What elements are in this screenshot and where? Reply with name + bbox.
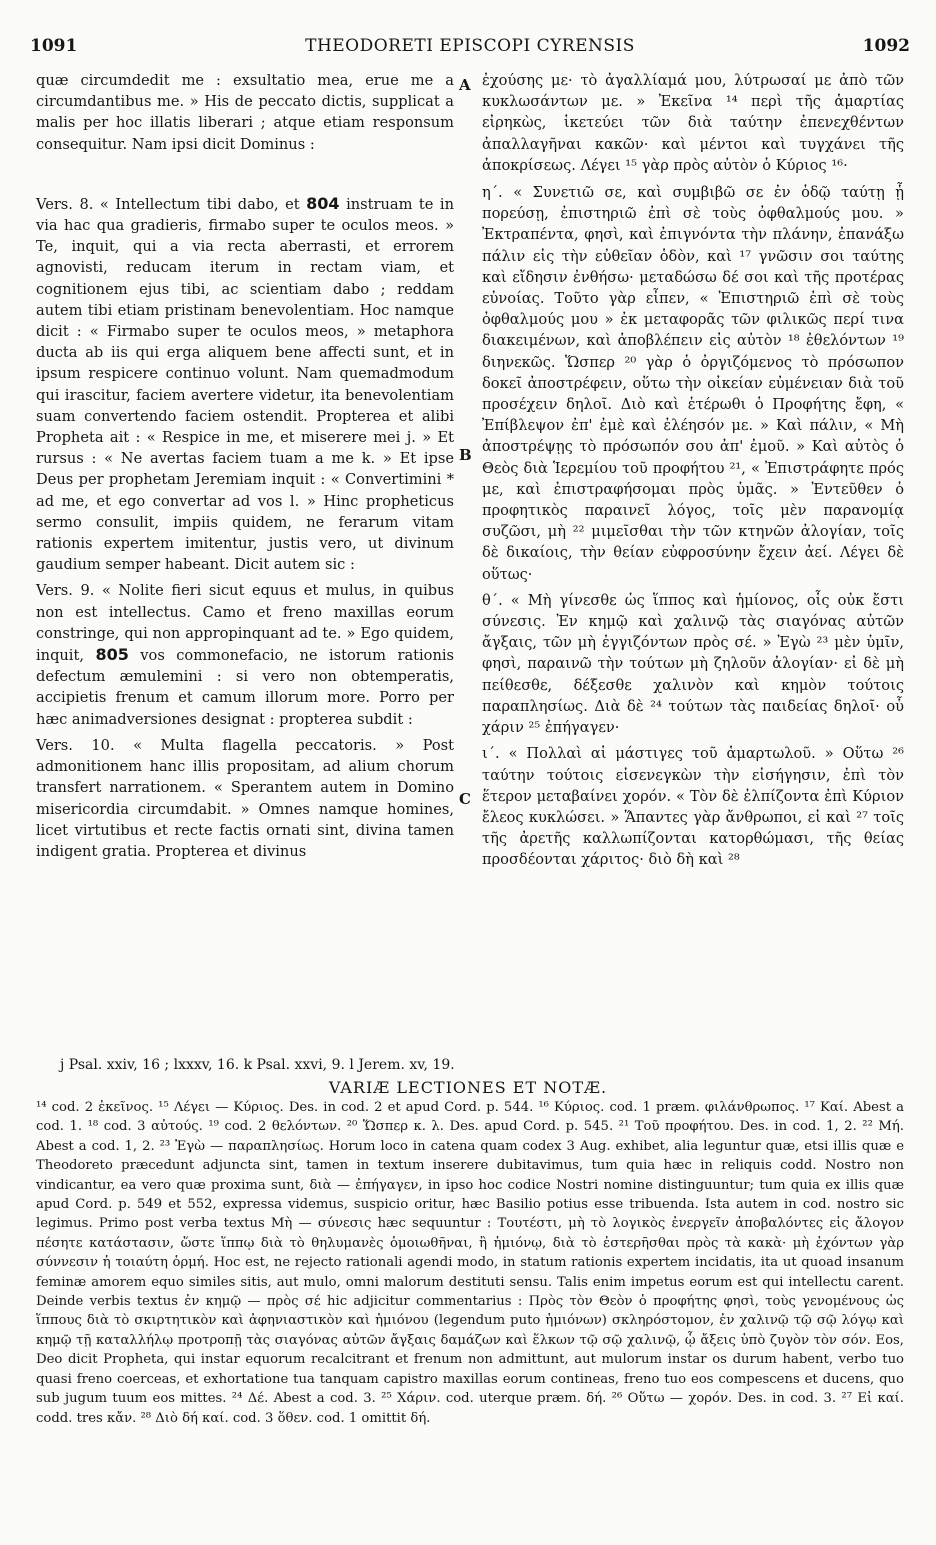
spacer <box>36 155 454 193</box>
column-number: 805 <box>95 645 129 665</box>
latin-verse-10 <box>36 735 454 862</box>
verse-label: Vers. 10. <box>36 736 115 754</box>
greek-column <box>482 70 904 871</box>
greek-verse-9: θ΄. « Μὴ γίνεσθε ὡς ἵππος καὶ ἡμίονος, οἷς οὐκ ἔστι σύνεσις. Ἐν κημῷ καὶ χαλινῷ τὰς σιαγόνας αὐτῶν ἄγξαις, τῶν μὴ ἐγγιζόντων πρὸς σέ. » Ἐγὼ ²³ μὲν ὑμῖν, φησὶ, παραινῶ τὴν τούτων μὴ ζηλοῦν ἀλογίαν· εἰ δὲ μὴ πείθεσθε, δέξεσθε χαλινὸν καὶ κημὸν τούτοις παραπλησίως. Διὰ δὲ ²⁴ τούτων τὰς παιδείας δηλοῖ· οὗ χάριν ²⁵ ἐπήγαγεν· <box>482 591 904 737</box>
section-marker-a: A <box>459 76 471 94</box>
verse-label: Vers. 8. <box>36 195 94 213</box>
variae-heading: VARIÆ LECTIONES ET NOTÆ. <box>328 1078 608 1097</box>
section-marker-b: B <box>459 446 472 464</box>
page-header <box>30 36 910 64</box>
page-number-right: 1092 <box>862 36 910 56</box>
latin-verse-9 <box>36 580 454 729</box>
greek-verse-10: ι΄. « Πολλαὶ αἱ μάστιγες τοῦ ἁμαρτωλοῦ. » Οὕτω ²⁶ ταύτην τούτοις εἰσενεγκὼν τὴν εἰσήγησιν, ἐπὶ τὸν ἕτερον μεταβαίνει χορόν. « Τὸν δὲ ἐλπίζοντα ἐπὶ Κύριον ἔλεος κυκλώσει. » Ἅπαντες γὰρ ἄνθρωποι, εἰ καὶ ²⁷ τοῖς τῆς ἀρετῆς καλλωπίζονται κατορθώμασι, τῆς θείας προσδέονται χάριτος· διὸ δὴ καὶ ²⁸ <box>482 745 904 869</box>
verse-text: « Nolite fieri sicut equus et mulus, in quibus non est intellectus. Camo et freno maxillas eorum constringe, qui non appropinquant ad te. » Ego quidem, inquit, <box>36 582 454 665</box>
greek-verse-8: η΄. « Συνετιῶ σε, καὶ συμβιβῶ σε ἐν ὁδῷ ταύτῃ ᾗ πορεύσῃ, ἐπιστηριῶ ἐπὶ σὲ τοὺς ὀφθαλμούς μου. » Ἐκτραπέντα, φησὶ, καὶ ἐπιγνόντα τὴν πλάνην, ἐπανάξω πάλιν εἰς τὴν εὐθεῖαν ὁδὸν, καὶ ¹⁷ γνῶσιν σοι ταύτης καὶ εἴδησιν ἐνθήσω· μεταδώσω δέ σοι καὶ τῆς προτέρας εὐνοίας. Τοῦτο γὰρ εἶπεν, « Ἐπιστηριῶ ἐπὶ σὲ τοὺς ὀφθαλμούς μου » ἐκ μεταφορᾶς τῶν φιλικῶς περί τινα διακειμένων, καὶ ἀποβλέπειν εἰς αὐτὸν ¹⁸ ἐθελόντων ¹⁹ διηνεκῶς. Ὥσπερ ²⁰ γὰρ ὁ ὀργιζόμενος τὸ πρόσωπον δοκεῖ ἀποστρέφειν, οὕτω τὴν οἰκείαν εὐμένειαν διὰ τοῦ προσέχειν δηλοῖ. Διὸ καὶ ἑτέρωθι ὁ Προφήτης ἔφη, « Ἐπίβλεψον ἐπ' ἐμὲ καὶ ἐλέησόν με. » Καὶ πάλιν, « Μὴ ἀποστρέψῃς τὸ πρόσωπόν σου ἀπ' ἐμοῦ. » Καὶ αὐτὸς ὁ Θεὸς διὰ Ἱερεμίου τοῦ προφήτου ²¹, « Ἐπιστράφητε πρός με, καὶ ἐπιστραφήσομαι πρὸς ὑμᾶς. » Ἐντεῦθεν ὁ προφητικὸς παραινεῖ λόγος, τοῖς μὲν παρανομίᾳ συζῶσι, μὴ ²² μιμεῖσθαι τὴν τῶν κτηνῶν ἀλογίαν, τοῖς δὲ δικαίοις, τὴν θείαν εὐφροσύνην ἔχειν ἀεί. Λέγει δὲ οὕτως· <box>482 184 904 583</box>
latin-intro: quæ circumdedit me : exsultatio mea, erue me a circumdantibus me. » His de peccato dictis, supplicat a malis per hoc illatis liberari ; atque etiam responsum consequitur. Nam ipsi dicit Dominus : <box>36 72 454 153</box>
greek-intro: ἐχούσης με· τὸ ἀγαλλίαμά μου, λύτρωσαί με ἀπὸ τῶν κυκλωσάντων με. » Ἐκεῖνα ¹⁴ περὶ τῆς ἁμαρτίας εἰρηκὼς, ἱκετεύει τῶν διὰ ταύτην ἐπενεχθέντων ἀπαλλαγῆναι κακῶν· καὶ μέντοι καὶ τυγχάνει τῆς ἀποκρίσεως. Λέγει ¹⁵ γὰρ πρὸς αὐτὸν ὁ Κύριος ¹⁶· <box>482 72 904 174</box>
section-marker-c: C <box>459 790 471 808</box>
verse-label: Vers. 9. <box>36 582 95 600</box>
verse-text: « Intellectum tibi dabo, et <box>99 195 300 213</box>
column-number: 804 <box>306 193 340 213</box>
verse-text: instruam te in via hac qua gradieris, firmabo super te oculos meos. » Te, inquit, qui a via recta aberrasti, et errorem agnovisti, reducam iterum in rectam viam, et cognitionem ejus tibi, ac scientiam dabo ; reddam autem tibi etiam pristinam benevolentiam. Hoc namque dicit : « Firmabo super te oculos meos, » metaphora ducta ab iis qui erga aliquem bene affecti sunt, et in ipsum respicere continuo volunt. Nam quemadmodum qui irascitur, faciem avertere videtur, ita benevolentiam suam convertendo faciem ostendit. Propterea et alibi Propheta ait : « Respice in me, et miserere mei j. » Et rursus : « Ne avertas faciem tuam a me k. » Et ipse Deus per prophetam Jeremiam inquit : « Convertimini * ad me, et ego convertar ad vos l. » Hinc propheticus sermo consulit, impiis quidem, ne ferarum vitam rationis expertem imitentur, justis vero, ut divinum gaudium semper habeant. Dicit autem sic : <box>36 195 455 574</box>
page-number-left: 1091 <box>30 36 78 56</box>
latin-column <box>36 70 454 862</box>
latin-verse-8 <box>36 193 454 576</box>
verse-text: vos commonefacio, ne istorum rationis defectum æmulemini : si vero non obtemperatis, accipietis frenum et camum illorum more. Porro per hæc animadversiones designat : propterea subdit : <box>36 647 455 728</box>
scripture-footnotes: j Psal. xxiv, 16 ; lxxxv, 16. k Psal. xxvi, 9. l Jerem. xv, 19. <box>60 1057 455 1073</box>
running-title: THEODORETI EPISCOPI CYRENSIS <box>305 36 635 56</box>
variae-text: ¹⁴ cod. 2 ἐκεῖνος. ¹⁵ Λέγει — Κύριος. Des. in cod. 2 et apud Cord. p. 544. ¹⁶ Κύριος. cod. 1 præm. φιλάνθρωπος. ¹⁷ Καί. Abest a cod. 1. ¹⁸ cod. 3 αὐτούς. ¹⁹ cod. 2 θελόντων. ²⁰ Ὥσπερ κ. λ. Des. apud Cord. p. 545. ²¹ Τοῦ προφήτου. Des. in cod. 1, 2. ²² Μή. Abest a cod. 1, 2. ²³ Ἐγὼ — παραπλησίως. Horum loco in catena quam codex 3 Aug. exhibet, alia leguntur quæ, etsi illis quæ e Theodoreto præcedunt adjuncta sint, tamen in textum inserere dubitavimus, tum quia hæc in reliquis codd. Nostro non vindicantur, ea vero quæ proxima sunt, διὰ — ἐπήγαγεν, in ipso hoc codice Nostri nomine distinguuntur; tum quia ex illis quæ apud Cord. p. 549 et 552, expressa videmus, suspicio oritur, hæc Basilio potius esse tribuenda. Ista autem in cod. nostro sic legimus. Primo post verba textus Μὴ — σύνεσις hæc sequuntur : Τουτέστι, μὴ τὸ λογικὸς ἐνεργεῖν ἀποβαλόντες εἰς ἄλογον πέσητε κατάστασιν, ὥστε ἵππῳ διὰ τὸ θηλυμανὲς ὁμοιωθῆναι, ἢ ἡμιόνῳ, διὰ τὸ ἐστερῆσθαι πρὸς τὰ κακὰ· μὴ ἐχόντων γὰρ σύννεσιν ἡ τοιαύτη ὁρμή. Hoc est, ne rejecto rationali agendi modo, in statum rationis expertem incidatis, ita ut quoad insanum feminæ amorem equo similes sitis, aut mulo, omni malorum destituti sensu. Talis enim impetus eorum est qui intellectu carent. Deinde verbis textus ἐν κημῷ — πρὸς σέ hic adjicitur commentarius : Πρὸς τὸν Θεὸν ὁ προφήτης φησὶ, τοὺς γενομένους ὡς ἵππους διὰ τὸ σκιρτητικὸν καὶ ἀφηνιαστικὸν καὶ ἡμιόνου (legendum puto ἡμιόνων) σκληρόστομον, ἐν χαλινῷ τῷ σῷ λόγῳ καὶ κημῷ τῇ καταλλήλῳ προτροπῇ τὰς σιαγόνας αὐτῶν ἄγξαις δαμάζων καὶ ἕλκων τῷ σῷ χαλινῷ, ᾧ ἄξεις ὑπὸ ζυγὸν τὸν σόν. Eos, Deo dicit Propheta, qui instar equorum recalcitrant et frenum non admittunt, aut mulorum instar os durum habent, verbo tuo quasi freno coerceas, et exhortatione tua tanquam capistro maxillas eorum contineas, freno tuo eos compescens et ducens, quo sub jugum tuum eos mittes. ²⁴ Δέ. Abest a cod. 3. ²⁵ Χάριν. cod. uterque præm. δή. ²⁶ Οὕτω — χορόν. Des. in cod. 3. ²⁷ Εἰ καί. codd. tres κἄν. ²⁸ Διὸ δή καί. cod. 3 ὅθεν. cod. 1 omittit δή. <box>36 1100 904 1426</box>
verse-text: « Multa flagella peccatoris. » Post admonitionem hanc illis propositam, ad alium chorum transfert narrationem. « Sperantem autem in Domino misericordia circumdabit. » Omnes namque homines, licet virtutibus et recte factis ornati sint, divina tamen indigent gratia. Propterea et divinus <box>36 736 454 860</box>
variae-lectiones <box>36 1098 904 1428</box>
